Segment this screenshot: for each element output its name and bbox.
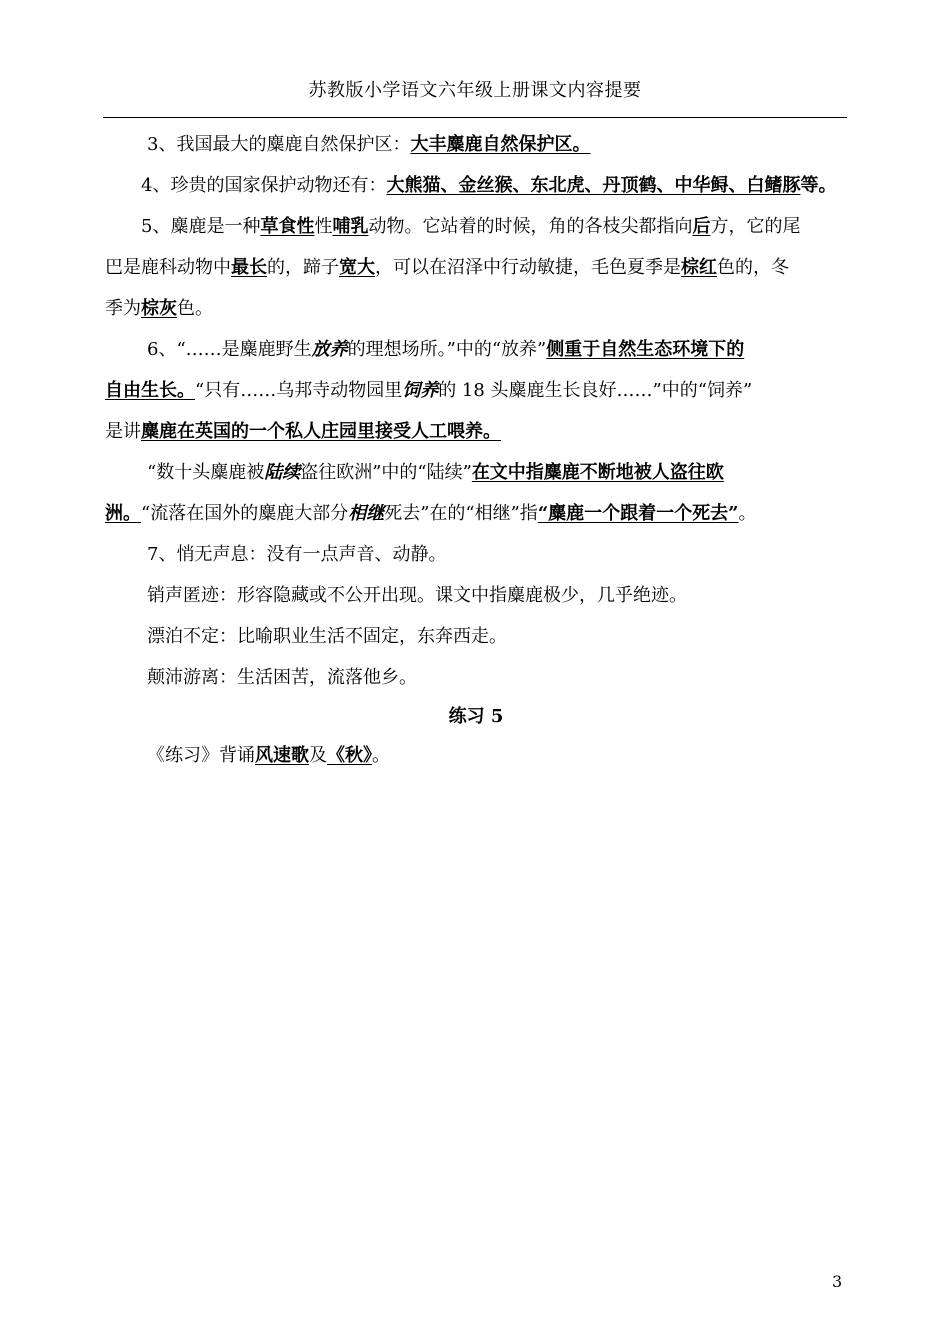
- text: 色的，冬: [717, 257, 789, 278]
- text: “只有……乌邦寺动物园里: [195, 380, 403, 401]
- answer: 洲。: [105, 503, 141, 524]
- answer: 宽大: [339, 257, 375, 278]
- text: 3、我国最大的麋鹿自然保护区：: [147, 134, 411, 155]
- text: 死去”在的“相继”指: [384, 503, 538, 524]
- text: 。: [372, 745, 390, 766]
- paragraph-4: [105, 165, 847, 206]
- text: 季为: [105, 298, 141, 319]
- emphasis: 相继: [348, 503, 385, 524]
- exercise-line: [105, 735, 847, 776]
- answer: 草食性: [260, 216, 315, 237]
- answer: 棕红: [681, 257, 717, 278]
- text: ，可以在沼泽中行动敏捷，毛色夏季是: [375, 257, 681, 278]
- answer: “麋鹿一个跟着一个死去”: [537, 503, 739, 524]
- paragraph-5-line-1: [105, 206, 847, 247]
- answer: 麋鹿在英国的一个私人庄园里接受人工喂养。: [141, 421, 501, 442]
- text: 是讲: [105, 421, 141, 442]
- text: 方，它的尾: [710, 216, 801, 237]
- page-number: 3: [832, 1272, 843, 1291]
- text: 及: [309, 745, 327, 766]
- answer: 最长: [231, 257, 267, 278]
- text: “数十头麋鹿被: [147, 462, 265, 483]
- text: 4、珍贵的国家保护动物还有：: [141, 175, 387, 196]
- paragraph-5-line-3: [105, 288, 847, 329]
- answer: 风速歌: [255, 745, 309, 766]
- page-header-title: 苏教版小学语文六年级上册课文内容提要: [308, 80, 642, 101]
- text: 的理想场所。”中的“放养”: [347, 339, 547, 360]
- header-rule: [103, 117, 847, 118]
- paragraph-6-line-1: [105, 329, 847, 370]
- text: 的，蹄子: [267, 257, 339, 278]
- answer: 《秋》: [327, 745, 372, 766]
- idiom-4: 颠沛游离：生活困苦，流落他乡。: [147, 667, 417, 688]
- idiom-3: 漂泊不定：比喻职业生活不固定，东奔西走。: [147, 626, 507, 647]
- text: “流落在国外的麋鹿大部分: [141, 503, 349, 524]
- text: 巴是鹿科动物中: [105, 257, 231, 278]
- emphasis: 放养: [311, 339, 348, 360]
- text: 盗往欧洲”中的“陆续”: [300, 462, 472, 483]
- text: 色。: [177, 298, 213, 319]
- answer: 大熊猫、金丝猴、东北虎、丹顶鹤、中华鲟、白鳍豚: [386, 175, 801, 196]
- text: 。: [738, 503, 757, 524]
- answer: 大丰麋鹿自然保护区。: [410, 134, 591, 155]
- answer: 棕灰: [141, 298, 177, 319]
- text: 的 18 头麋鹿生长良好……”中的“饲养”: [438, 380, 753, 401]
- emphasis: 陆续: [264, 462, 301, 483]
- exercise-title: 练习 5: [448, 706, 504, 727]
- answer: 后: [692, 216, 711, 237]
- idiom-2: 销声匿迹：形容隐藏或不公开出现。课文中指麋鹿极少，几乎绝迹。: [147, 585, 687, 606]
- paragraph-6-line-2: [105, 370, 847, 411]
- paragraph-6b-line-1: [105, 452, 847, 493]
- emphasis: 饲养: [402, 380, 439, 401]
- paragraph-6b-line-2: [105, 493, 847, 534]
- text: 《练习》背诵: [147, 745, 255, 766]
- paragraph-5-line-2: [105, 247, 847, 288]
- text: 性: [314, 216, 333, 237]
- text: 5、麋鹿是一种: [141, 216, 261, 237]
- text: 6、“……是麋鹿野生: [147, 339, 312, 360]
- paragraph-3: [105, 124, 847, 165]
- answer: 侧重于自然生态环境下的: [546, 339, 745, 360]
- answer: 在文中指麋鹿不断地被人盗往欧: [471, 462, 724, 483]
- document-body: [105, 124, 847, 776]
- text: 动物。它站着的时候，角的各枝尖都指向: [368, 216, 693, 237]
- text: 等。: [800, 175, 837, 196]
- answer: 哺乳: [332, 216, 369, 237]
- paragraph-6-line-3: [105, 411, 847, 452]
- idiom-1: 7、悄无声息：没有一点声音、动静。: [147, 544, 447, 565]
- answer: 自由生长。: [105, 380, 195, 401]
